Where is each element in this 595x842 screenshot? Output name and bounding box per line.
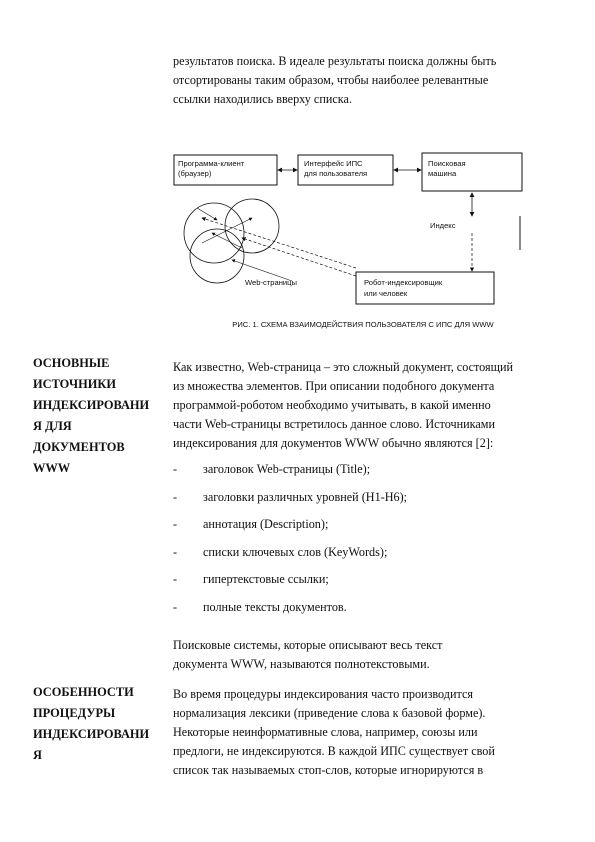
list-item: [173, 600, 553, 628]
text-line: отсортированы таким образом, чтобы наиболее релевантные: [173, 73, 489, 87]
text-line: Как известно, Web-страница – это сложный документ, состоящий: [173, 360, 514, 374]
heading-line: WWW: [33, 461, 71, 475]
web-pages-label: Web-страницы: [245, 278, 297, 287]
section-heading-sources: [33, 353, 163, 479]
list-item-text: заголовок Web-страницы (Title);: [203, 462, 371, 476]
section1-paragraph: [173, 358, 558, 453]
list-item-text: гипертекстовые ссылки;: [203, 572, 329, 586]
list-dash: -: [173, 462, 178, 476]
robot-to-pages-arrow: [242, 238, 356, 276]
list-item: [173, 545, 553, 573]
text-line: список так называемых стоп-слов, которые игнорируются в: [173, 763, 484, 777]
heading-line: Я: [33, 748, 42, 762]
text-line: Некоторые неинформативные слова, например, союзы или: [173, 725, 478, 739]
list-dash: -: [173, 599, 178, 614]
client-label-1: Программа-клиент: [178, 159, 245, 168]
text-line: из множества элементов. При описании подобного документа: [173, 379, 495, 393]
robot-label-1: Робот-индексировщик: [364, 278, 443, 287]
list-item: [173, 490, 553, 518]
list-dash: -: [173, 517, 178, 531]
text-line: индексирования для документов WWW обычно являются [2]:: [173, 436, 494, 450]
section-heading-procedure: [33, 682, 163, 766]
robot-label-2: или человек: [364, 289, 408, 298]
engine-label-2: машина: [428, 169, 457, 178]
interface-label-2: для пользователя: [304, 169, 368, 178]
heading-line: ДОКУМЕНТОВ: [33, 440, 125, 454]
text-line: результатов поиска. В идеале результаты поиска должны быть: [173, 54, 497, 68]
link-arrow: [202, 218, 252, 243]
list-item: [173, 462, 553, 490]
engine-label-1: Поисковая: [428, 159, 466, 168]
text-line: Во время процедуры индексирования часто производится: [173, 687, 474, 701]
text-line: части Web-страницы встретилось данное слово. Источниками: [173, 417, 496, 431]
list-item: [173, 572, 553, 600]
list-dash: -: [173, 544, 178, 559]
text-line: Поисковые системы, которые описывают весь текст: [173, 638, 443, 652]
link-arrow: [197, 208, 217, 220]
web-page-circle: [190, 229, 244, 283]
list-item-text: полные тексты документов.: [203, 599, 347, 614]
diagram-svg: [172, 148, 532, 323]
list-item-text: списки ключевых слов (KeyWords);: [203, 544, 388, 559]
text-line: нормализация лексики (приведение слова к базовой форме).: [173, 706, 486, 720]
list-dash: -: [173, 572, 178, 586]
text-line: предлоги, не индексируются. В каждой ИПС существует свой: [173, 744, 495, 758]
heading-line: ОСНОВНЫЕ: [33, 356, 110, 370]
heading-line: ИСТОЧНИКИ: [33, 377, 117, 391]
robot-box: [356, 272, 494, 304]
list-item-text: аннотация (Description);: [203, 517, 329, 531]
heading-line: ИНДЕКСИРОВАНИ: [33, 398, 150, 412]
index-label: Индекс: [430, 221, 456, 230]
interaction-diagram: [172, 148, 532, 323]
fulltext-paragraph: [173, 636, 553, 674]
text-line: документа WWW, называются полнотекстовыми.: [173, 657, 430, 671]
heading-line: ОСОБЕННОСТИ: [33, 685, 134, 699]
figure-caption: РИС. 1. СХЕМА ВЗАИМОДЕЙСТВИЯ ПОЛЬЗОВАТЕЛЯ С ИПС ДЛЯ WWW: [232, 320, 494, 329]
list-dash: -: [173, 489, 178, 504]
text-line: программой-роботом необходимо учитывать, в какой именно: [173, 398, 491, 412]
index-sources-list: [173, 462, 553, 627]
section2-paragraph: [173, 685, 558, 780]
client-label-2: (браузер): [178, 169, 212, 178]
web-page-circle: [184, 203, 244, 263]
list-item: [173, 517, 553, 545]
text-line: ссылки находились вверху списка.: [173, 92, 352, 106]
web-page-circle: [225, 199, 279, 253]
heading-line: ПРОЦЕДУРЫ: [33, 706, 116, 720]
heading-line: Я ДЛЯ: [33, 419, 72, 433]
list-item-text: заголовки различных уровней (H1-H6);: [203, 489, 408, 504]
heading-line: ИНДЕКСИРОВАНИ: [33, 727, 150, 741]
interface-label-1: Интерфейс ИПС: [304, 159, 363, 168]
intro-paragraph: [173, 52, 553, 109]
